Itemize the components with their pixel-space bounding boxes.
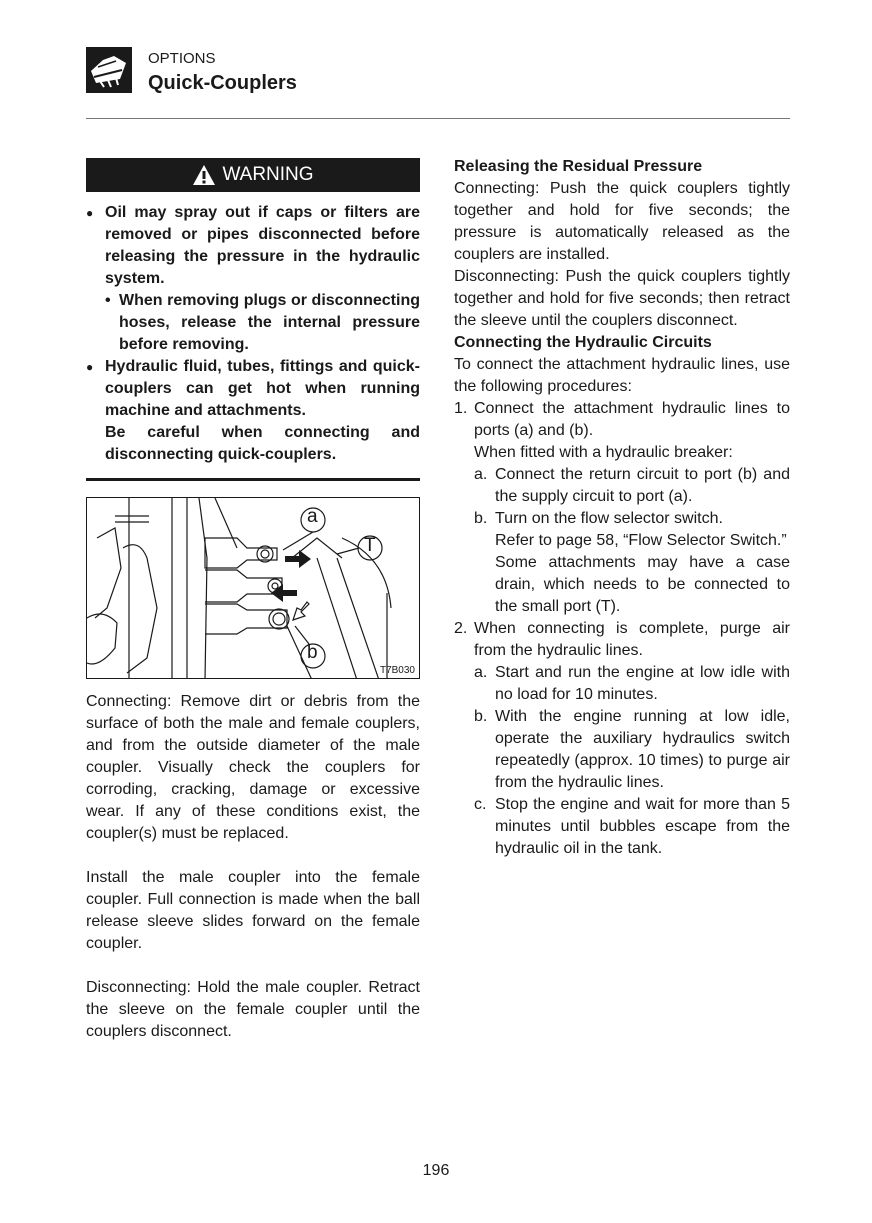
releasing-heading: Releasing the Residual Pressure — [454, 158, 703, 175]
circuits-heading: Connecting the Hydraulic Circuits — [454, 334, 712, 351]
coupler-illustration — [87, 498, 420, 679]
sub-step-reference: Refer to page 58, “Flow Selector Switch.” — [495, 532, 787, 549]
figure-label-a: a — [307, 506, 318, 527]
sub-step-mark: a. — [474, 466, 488, 483]
attachment-bucket-icon — [86, 47, 132, 93]
sub-step-text: With the engine running at low idle, operate the auxiliary hydraulics switch repeatedly (approx. 10 times) to purge air from the hydraulic lines. — [495, 708, 790, 791]
sub-step-mark: b. — [474, 510, 488, 527]
circuits-intro: To connect the attachment hydraulic lines, use the following procedures: — [454, 356, 790, 395]
header-divider — [86, 118, 790, 119]
sub-step-mark: b. — [474, 708, 488, 725]
sub-step — [474, 794, 790, 860]
warning-sub-list — [105, 290, 420, 356]
connecting-paragraph: Connecting: Remove dirt or debris from the surface of both the male and female couplers, and from the outside diameter of the male coupler. Visually check the couplers for corroding, cracking, damage or excessive wear. If any of these conditions exist, the coupler(s) must be replaced. — [86, 693, 420, 842]
procedure-step — [454, 618, 790, 860]
sub-step-list — [474, 464, 790, 618]
page-title: Quick-Couplers — [148, 72, 297, 94]
releasing-connecting: Connecting: Push the quick couplers tightly together and hold for five seconds; the pressure is automatically released as the couplers are installed. — [454, 180, 790, 263]
warning-text: Be careful when connecting and disconnecting quick-couplers. — [105, 424, 420, 463]
sub-step — [474, 706, 790, 794]
warning-item — [86, 202, 420, 356]
install-paragraph: Install the male coupler into the female coupler. Full connection is made when the ball release sleeve slides forward on the female coupler. — [86, 869, 420, 952]
left-column — [86, 158, 420, 1043]
warning-text: ● Hydraulic fluid, tubes, fittings and quick-couplers can get hot when running machine and attachments. — [105, 358, 420, 419]
warning-sub-item: • When removing plugs or disconnecting hoses, release the internal pressure before removing. — [105, 290, 420, 356]
sub-step — [474, 464, 790, 508]
figure-label-b: b — [307, 642, 318, 663]
right-column — [454, 156, 790, 860]
procedure-step — [454, 398, 790, 618]
warning-label: WARNING — [222, 164, 314, 185]
coupler-figure — [86, 497, 420, 679]
releasing-disconnecting: Disconnecting: Push the quick couplers tightly together and hold for five seconds; then retract the sleeve until the couplers disconnect. — [454, 268, 790, 329]
step-text: Connect the attachment hydraulic lines to ports (a) and (b). — [474, 400, 790, 439]
sub-step — [474, 662, 790, 706]
sub-step-mark: a. — [474, 664, 488, 681]
step-number: 1. — [454, 400, 468, 417]
step-number: 2. — [454, 620, 468, 637]
sub-step-text: Turn on the flow selector switch. — [495, 510, 723, 527]
figure-code: T7B030 — [379, 665, 415, 676]
sub-step-text: Stop the engine and wait for more than 5 minutes until bubbles escape from the hydraulic oil in the tank. — [495, 796, 790, 857]
step-note: When fitted with a hydraulic breaker: — [474, 444, 733, 461]
warning-banner — [86, 158, 420, 192]
procedure-list — [454, 398, 790, 860]
disconnecting-paragraph: Disconnecting: Hold the male coupler. Retract the sleeve on the female coupler until the couplers disconnect. — [86, 979, 420, 1040]
warning-item — [86, 356, 420, 466]
page-number: 196 — [422, 1162, 450, 1179]
warning-text: ● Oil may spray out if caps or filters are removed or pipes disconnected before releasing the pressure in the hydraulic system. — [105, 204, 420, 287]
sub-step-list — [474, 662, 790, 860]
sub-step-note: Some attachments may have a case drain, which needs to be connected to the small port (T). — [495, 554, 790, 615]
step-text: When connecting is complete, purge air from the hydraulic lines. — [474, 620, 790, 659]
section-label: OPTIONS — [148, 50, 216, 67]
warning-triangle-icon — [192, 164, 216, 186]
sub-step — [474, 508, 790, 618]
warning-list — [86, 202, 420, 466]
sub-step-text: Connect the return circuit to port (b) and the supply circuit to port (a). — [495, 466, 790, 505]
figure-label-t: T — [364, 535, 376, 556]
sub-step-mark: c. — [474, 796, 487, 813]
sub-step-text: Start and run the engine at low idle with no load for 10 minutes. — [495, 664, 790, 703]
warning-divider — [86, 478, 420, 481]
